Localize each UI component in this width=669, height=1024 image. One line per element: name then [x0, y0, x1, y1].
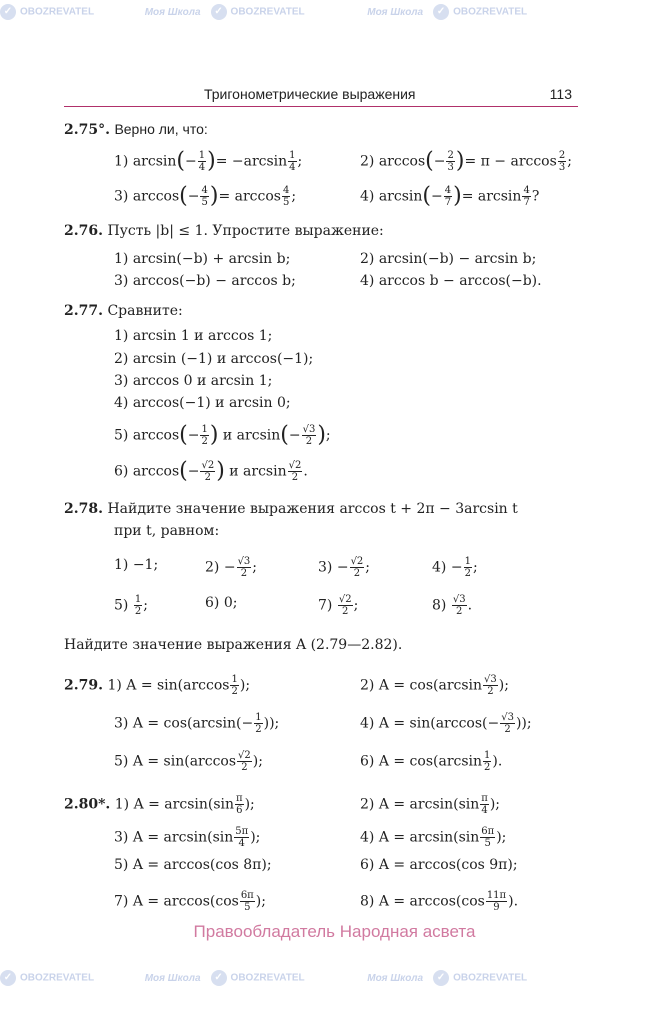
problem-2-80-item-4: 4) A = arcsin(sin $\frac{6\pi}{5}$ ); — [360, 826, 507, 849]
problem-2-80-item-1: 2.80*. 1) A = arcsin(sin $\frac{\pi}{6}$ ); — [64, 793, 255, 816]
problem-2-80-item-2: 2) A = arcsin(sin $\frac{\pi}{4}$ ); — [360, 793, 501, 816]
problem-2-79-item-5: 5) A = sin(arccos $\frac{√2}{2}$ ); — [114, 750, 263, 773]
problem-2-77-item-4: 4) arccos(−1) и arcsin 0; — [114, 395, 291, 411]
problem-2-78-intro-2: при t, равном: — [114, 523, 220, 539]
problem-2-78-answer-7: 7) $\frac{√2}{2}$ ; — [318, 594, 359, 617]
problem-2-75-heading: 2.75°. Верно ли, что: — [64, 121, 208, 138]
problem-2-79-item-4: 4) A = sin(arccos(− $\frac{√3}{2}$ )); — [360, 712, 532, 735]
watermark: ✓ OBOZREVATEL Моя Школа ✓ OBOZREVATEL Моя Школа ✓ OBOZREVATEL — [0, 4, 527, 20]
watermark: ✓ OBOZREVATEL Моя Школа ✓ OBOZREVATEL Моя Школа ✓ OBOZREVATEL — [0, 970, 527, 986]
problem-2-76-heading: 2.76. Пусть |b| ≤ 1. Упростите выражение: — [64, 223, 384, 239]
problem-2-76-item-1: 1) arcsin(−b) + arcsin b; — [114, 251, 291, 267]
problem-2-80-item-3: 3) A = arcsin(sin $\frac{5\pi}{4}$ ); — [114, 826, 261, 849]
task-instruction: Найдите значение выражения A (2.79—2.82). — [64, 637, 403, 653]
problem-2-79-item-3: 3) A = cos(arcsin(− $\frac{1}{2}$ )); — [114, 712, 280, 735]
problem-2-80-item-7: 7) A = arccos(cos $\frac{6\pi}{5}$ ); — [114, 890, 266, 913]
problem-2-78-answer-8: 8) $\frac{√3}{2}$ . — [432, 594, 473, 617]
problem-2-75-item-2: 2) arccos(− $\frac{2}{3}$ )= π − arccos $\frac{2}{3}$ ; — [360, 148, 572, 174]
copyright-footer: Правообладатель Народная асвета — [193, 922, 476, 941]
problem-2-77-heading: 2.77. Сравните: — [64, 303, 183, 319]
problem-2-78-answer-6: 6) 0; — [205, 595, 238, 611]
problem-2-75-item-4: 4) arcsin(− $\frac{4}{7}$ )= arcsin $\frac{4}{7}$ ? — [360, 183, 540, 209]
problem-2-79-item-6: 6) A = cos(arcsin $\frac{1}{2}$ ). — [360, 750, 503, 773]
problem-2-77-item-3: 3) arccos 0 и arcsin 1; — [114, 373, 273, 389]
problem-2-77-item-2: 2) arcsin (−1) и arccos(−1); — [114, 351, 314, 367]
problem-2-77-item-5: 5) arccos(− $\frac{1}{2}$ ) и arcsin(− $\frac{√3}{2}$ ); — [114, 422, 331, 448]
problem-2-76-item-3: 3) arccos(−b) − arccos b; — [114, 273, 296, 289]
problem-2-75-item-3: 3) arccos(− $\frac{4}{5}$ )= arccos $\frac{4}{5}$ ; — [114, 183, 297, 209]
chapter-title: Тригонометрические выражения — [204, 86, 416, 102]
problem-2-77-item-1: 1) arcsin 1 и arccos 1; — [114, 328, 273, 344]
problem-2-80-item-5: 5) A = arccos(cos 8π); — [114, 857, 272, 873]
problem-2-76-item-2: 2) arcsin(−b) − arcsin b; — [360, 251, 537, 267]
problem-2-75-item-1: 1) arcsin(− $\frac{1}{4}$ )= −arcsin $\frac{1}{4}$ ; — [114, 148, 303, 174]
problem-2-78-answer-5: 5) $\frac{1}{2}$ ; — [114, 594, 148, 617]
problem-2-78-answer-1: 1) −1; — [114, 557, 159, 573]
problem-2-80-item-8: 8) A = arccos(cos $\frac{11\pi}{9}$ ). — [360, 890, 519, 913]
problem-2-79-item-2: 2) A = cos(arcsin $\frac{√3}{2}$ ); — [360, 674, 509, 697]
problem-2-78-answer-2: 2) − $\frac{√3}{2}$ ; — [205, 556, 258, 579]
problem-2-77-item-6: 6) arccos(− $\frac{√2}{2}$ ) и arcsin $\frac{√2}{2}$ . — [114, 458, 308, 484]
problem-2-80-item-6: 6) A = arccos(cos 9π); — [360, 857, 518, 873]
problem-2-78-heading: 2.78. Найдите значение выражения arccos t + 2π − 3arcsin t — [64, 501, 518, 517]
page-header — [64, 86, 578, 107]
problem-2-78-answer-3: 3) − $\frac{√2}{2}$ ; — [318, 556, 371, 579]
problem-2-78-answer-4: 4) − $\frac{1}{2}$ ; — [432, 556, 478, 579]
problem-2-79-item-1: 2.79. 1) A = sin(arccos $\frac{1}{2}$ ); — [64, 674, 251, 697]
problem-2-76-item-4: 4) arccos b − arccos(−b). — [360, 273, 542, 289]
page-number: 113 — [549, 86, 572, 102]
